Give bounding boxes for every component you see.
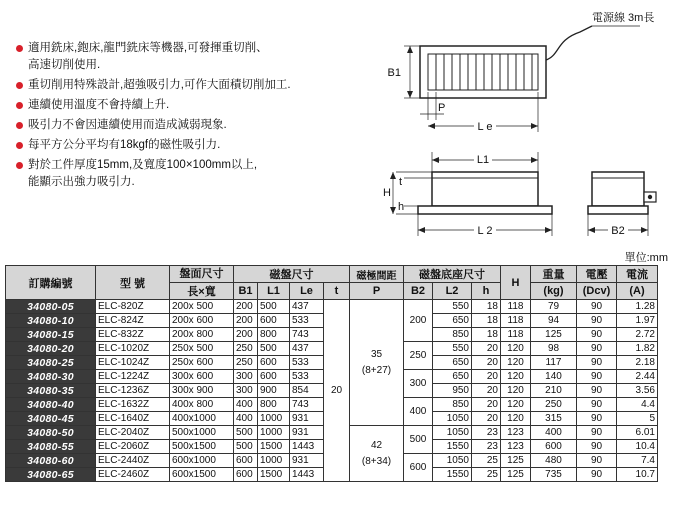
l2-cell: 650 [433, 314, 472, 328]
voltage-cell: 90 [577, 398, 617, 412]
l2-cell: 1050 [433, 454, 472, 468]
b1-cell: 400 [234, 398, 258, 412]
weight-cell: 735 [531, 468, 577, 482]
feature-text: 重切削用特殊設計,超強吸引力,可作大面積切削加工. [28, 79, 291, 91]
l1-cell: 600 [258, 314, 290, 328]
current-cell: 10.7 [617, 468, 658, 482]
end-view-base [588, 206, 648, 214]
voltage-cell: 90 [577, 384, 617, 398]
model-cell: ELC-824Z [96, 314, 170, 328]
weight-cell: 480 [531, 454, 577, 468]
l1-cell: 1000 [258, 454, 290, 468]
weight-cell: 140 [531, 370, 577, 384]
dim-t: t [399, 176, 403, 188]
l2-cell: 1550 [433, 440, 472, 454]
l1-cell: 1500 [258, 468, 290, 482]
header-b1: B1 [234, 283, 258, 300]
le-cell: 931 [290, 426, 324, 440]
header-model: 型 號 [96, 266, 170, 300]
height-cell: 118 [501, 300, 531, 314]
b2-cell: 250 [404, 342, 433, 370]
model-cell: ELC-820Z [96, 300, 170, 314]
voltage-cell: 90 [577, 454, 617, 468]
voltage-cell: 90 [577, 370, 617, 384]
l1-cell: 500 [258, 300, 290, 314]
current-cell: 2.44 [617, 370, 658, 384]
voltage-cell: 90 [577, 328, 617, 342]
le-cell: 931 [290, 412, 324, 426]
current-cell: 1.82 [617, 342, 658, 356]
l2-cell: 850 [433, 398, 472, 412]
le-cell: 533 [290, 314, 324, 328]
l2-cell: 950 [433, 384, 472, 398]
l1-cell: 1500 [258, 440, 290, 454]
surface-size-cell: 600x1500 [170, 468, 234, 482]
side-view-body [432, 172, 538, 206]
b1-cell: 400 [234, 412, 258, 426]
b2-cell: 600 [404, 454, 433, 482]
l2-cell: 650 [433, 370, 472, 384]
b1-cell: 200 [234, 328, 258, 342]
dim-b1: B1 [387, 67, 401, 79]
order-code-cell: 34080-50 [6, 426, 96, 440]
l2-cell: 1050 [433, 412, 472, 426]
l2-cell: 550 [433, 342, 472, 356]
l1-cell: 900 [258, 384, 290, 398]
model-cell: ELC-832Z [96, 328, 170, 342]
height-cell: 120 [501, 342, 531, 356]
model-cell: ELC-2060Z [96, 440, 170, 454]
l2-cell: 1550 [433, 468, 472, 482]
t-cell: 20 [324, 300, 350, 482]
order-code-cell: 34080-40 [6, 398, 96, 412]
b1-cell: 500 [234, 426, 258, 440]
b1-cell: 250 [234, 342, 258, 356]
h-cell: 18 [472, 314, 501, 328]
header-voltage-unit: (Dcv) [577, 283, 617, 300]
header-base: 磁盤底座尺寸 [404, 266, 501, 283]
le-cell: 533 [290, 370, 324, 384]
le-cell: 1443 [290, 468, 324, 482]
model-cell: ELC-2040Z [96, 426, 170, 440]
surface-size-cell: 300x 900 [170, 384, 234, 398]
weight-cell: 98 [531, 342, 577, 356]
surface-size-cell: 500x1000 [170, 426, 234, 440]
height-cell: 120 [501, 384, 531, 398]
b1-cell: 250 [234, 356, 258, 370]
voltage-cell: 90 [577, 426, 617, 440]
table-row [6, 300, 658, 314]
weight-cell: 94 [531, 314, 577, 328]
l1-cell: 600 [258, 370, 290, 384]
weight-cell: 117 [531, 356, 577, 370]
b1-cell: 600 [234, 454, 258, 468]
order-code-cell: 34080-45 [6, 412, 96, 426]
voltage-cell: 90 [577, 314, 617, 328]
le-cell: 743 [290, 398, 324, 412]
b2-cell: 500 [404, 426, 433, 454]
order-code-cell: 34080-35 [6, 384, 96, 398]
voltage-cell: 90 [577, 300, 617, 314]
weight-cell: 315 [531, 412, 577, 426]
h-cell: 20 [472, 342, 501, 356]
header-t: t [324, 283, 350, 300]
height-cell: 120 [501, 356, 531, 370]
weight-cell: 125 [531, 328, 577, 342]
dimension-diagram [0, 0, 674, 250]
header-surface: 盤面尺寸 [170, 266, 234, 283]
le-cell: 931 [290, 454, 324, 468]
unit-label: 單位:mm [624, 252, 668, 264]
current-cell: 10.4 [617, 440, 658, 454]
header-p: P [350, 283, 404, 300]
p-value: 42 [370, 439, 383, 451]
order-code-cell: 34080-15 [6, 328, 96, 342]
order-code-cell: 34080-65 [6, 468, 96, 482]
order-code-cell: 34080-05 [6, 300, 96, 314]
model-cell: ELC-2460Z [96, 468, 170, 482]
order-code-cell: 34080-25 [6, 356, 96, 370]
current-cell: 5 [617, 412, 658, 426]
voltage-cell: 90 [577, 440, 617, 454]
header-voltage: 電壓 [577, 266, 617, 283]
h-cell: 20 [472, 384, 501, 398]
header-current: 電流 [617, 266, 658, 283]
height-cell: 123 [501, 440, 531, 454]
surface-size-cell: 200x 800 [170, 328, 234, 342]
header-h: h [472, 283, 501, 300]
header-b2: B2 [404, 283, 433, 300]
surface-size-cell: 400x1000 [170, 412, 234, 426]
dim-le: L e [477, 121, 493, 133]
h-cell: 20 [472, 370, 501, 384]
b2-cell: 200 [404, 300, 433, 342]
b1-cell: 200 [234, 300, 258, 314]
header-surface-sub: 長×寬 [170, 283, 234, 300]
height-cell: 118 [501, 328, 531, 342]
header-order-no: 訂購編號 [6, 266, 96, 300]
b1-cell: 300 [234, 384, 258, 398]
feature-text: 能顯示出強力吸引力. [28, 176, 135, 188]
side-view-base [418, 206, 552, 214]
h-cell: 23 [472, 440, 501, 454]
feature-text: 適用銑床,鉋床,龍門銑床等機器,可發揮重切削、 [28, 42, 268, 54]
p-value-sub: (8+34) [361, 455, 392, 467]
b1-cell: 200 [234, 314, 258, 328]
h-cell: 20 [472, 412, 501, 426]
end-view-body [592, 172, 644, 206]
model-cell: ELC-1632Z [96, 398, 170, 412]
height-cell: 120 [501, 412, 531, 426]
p-cell [350, 300, 404, 426]
header-l1: L1 [258, 283, 290, 300]
order-code-cell: 34080-20 [6, 342, 96, 356]
feature-text: 高速切削使用. [28, 59, 101, 71]
header-current-unit: (A) [617, 283, 658, 300]
feature-text: 對於工件厚度15mm,及寬度100×100mm以上, [28, 159, 258, 171]
power-cable [546, 26, 592, 60]
cable-label: 電源線 3m長 [592, 12, 655, 24]
model-cell: ELC-1020Z [96, 342, 170, 356]
current-cell: 2.18 [617, 356, 658, 370]
surface-size-cell: 200x 600 [170, 314, 234, 328]
l1-cell: 600 [258, 356, 290, 370]
le-cell: 1443 [290, 440, 324, 454]
header-magnetic: 磁盤尺寸 [234, 266, 350, 283]
model-cell: ELC-1236Z [96, 384, 170, 398]
header-H: H [501, 266, 531, 300]
surface-size-cell: 250x 600 [170, 356, 234, 370]
header-l2: L2 [433, 283, 472, 300]
model-cell: ELC-1024Z [96, 356, 170, 370]
height-cell: 118 [501, 314, 531, 328]
height-cell: 120 [501, 398, 531, 412]
model-cell: ELC-2440Z [96, 454, 170, 468]
order-code-cell: 34080-10 [6, 314, 96, 328]
weight-cell: 250 [531, 398, 577, 412]
current-cell: 7.4 [617, 454, 658, 468]
dim-p: P [438, 102, 446, 114]
current-cell: 3.56 [617, 384, 658, 398]
le-cell: 437 [290, 342, 324, 356]
l1-cell: 1000 [258, 426, 290, 440]
l2-cell: 1050 [433, 426, 472, 440]
b1-cell: 500 [234, 440, 258, 454]
order-code-cell: 34080-60 [6, 454, 96, 468]
h-cell: 18 [472, 328, 501, 342]
model-cell: ELC-1224Z [96, 370, 170, 384]
height-cell: 125 [501, 454, 531, 468]
b1-cell: 600 [234, 468, 258, 482]
feature-text: 連續使用溫度不會持續上升. [28, 99, 170, 111]
le-cell: 437 [290, 300, 324, 314]
dim-l1: L1 [476, 154, 490, 166]
l1-cell: 800 [258, 328, 290, 342]
weight-cell: 210 [531, 384, 577, 398]
l1-cell: 500 [258, 342, 290, 356]
dim-l2: L 2 [477, 225, 493, 237]
h-cell: 23 [472, 426, 501, 440]
spec-table [5, 265, 658, 482]
l2-cell: 550 [433, 300, 472, 314]
order-code-cell: 34080-55 [6, 440, 96, 454]
surface-size-cell: 300x 600 [170, 370, 234, 384]
feature-text: 吸引力不會因連續使用而造成減弱現象. [28, 119, 227, 131]
current-cell: 2.72 [617, 328, 658, 342]
order-code-cell: 34080-30 [6, 370, 96, 384]
l2-cell: 650 [433, 356, 472, 370]
h-cell: 20 [472, 398, 501, 412]
current-cell: 4.4 [617, 398, 658, 412]
current-cell: 1.28 [617, 300, 658, 314]
voltage-cell: 90 [577, 356, 617, 370]
surface-size-cell: 200x 500 [170, 300, 234, 314]
p-value: 35 [370, 348, 383, 360]
b1-cell: 300 [234, 370, 258, 384]
b2-cell: 400 [404, 398, 433, 426]
le-cell: 854 [290, 384, 324, 398]
h-cell: 25 [472, 454, 501, 468]
h-cell: 20 [472, 356, 501, 370]
surface-size-cell: 400x 800 [170, 398, 234, 412]
surface-size-cell: 500x1500 [170, 440, 234, 454]
surface-size-cell: 250x 500 [170, 342, 234, 356]
dim-h-total: H [383, 187, 391, 199]
current-cell: 6.01 [617, 426, 658, 440]
header-pole: 磁極間距 [350, 266, 404, 283]
le-cell: 743 [290, 328, 324, 342]
voltage-cell: 90 [577, 412, 617, 426]
voltage-cell: 90 [577, 468, 617, 482]
l1-cell: 800 [258, 398, 290, 412]
h-cell: 25 [472, 468, 501, 482]
feature-text: 每平方公分平均有18kgf的磁性吸引力. [28, 139, 221, 151]
h-cell: 18 [472, 300, 501, 314]
p-value-sub: (8+27) [361, 364, 392, 376]
b2-cell: 300 [404, 370, 433, 398]
l1-cell: 1000 [258, 412, 290, 426]
model-cell: ELC-1640Z [96, 412, 170, 426]
header-le: Le [290, 283, 324, 300]
dim-b2: B2 [611, 225, 625, 237]
surface-size-cell: 600x1000 [170, 454, 234, 468]
current-cell: 1.97 [617, 314, 658, 328]
height-cell: 120 [501, 370, 531, 384]
header-weight-unit: (kg) [531, 283, 577, 300]
dim-h: h [398, 201, 405, 213]
weight-cell: 79 [531, 300, 577, 314]
header-weight: 重量 [531, 266, 577, 283]
weight-cell: 600 [531, 440, 577, 454]
weight-cell: 400 [531, 426, 577, 440]
height-cell: 125 [501, 468, 531, 482]
le-cell: 533 [290, 356, 324, 370]
height-cell: 123 [501, 426, 531, 440]
l2-cell: 850 [433, 328, 472, 342]
voltage-cell: 90 [577, 342, 617, 356]
p-cell [350, 426, 404, 482]
